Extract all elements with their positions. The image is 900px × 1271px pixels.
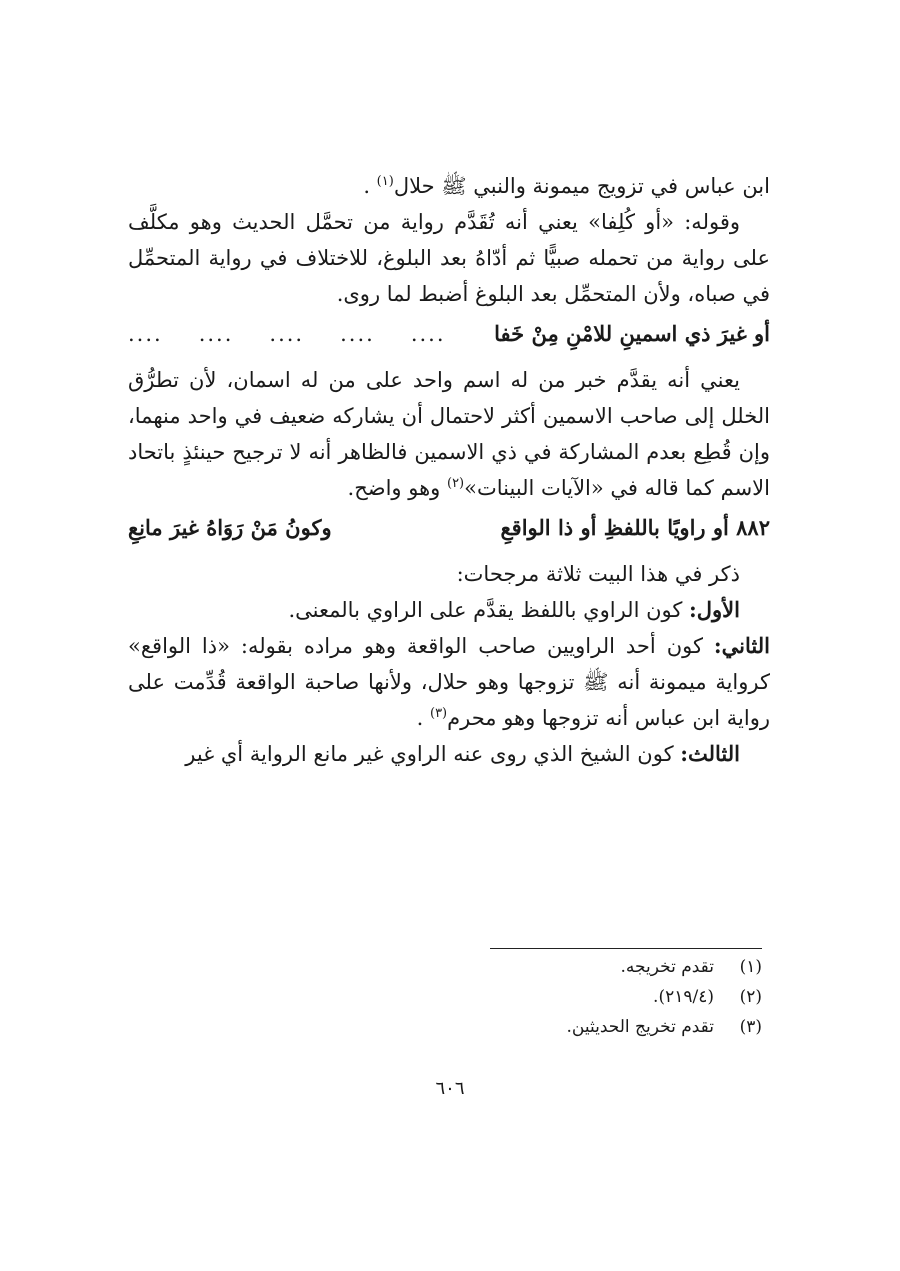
footnote-1-number: (١) (739, 957, 762, 977)
footnote-2 (122, 982, 762, 1012)
verse-line-1 (128, 316, 770, 352)
verse-1-dots (128, 316, 446, 352)
footnote-divider (490, 948, 762, 949)
verse-1-dots-2: .... (269, 322, 305, 346)
paragraph-6-text: كون أحد الراويين صاحب الواقعة وهو مراده بقوله: «ذا الواقع» كرواية ميمونة أنه ﷺ تزوجها وهو حلال، ولأنها صاحبة الواقعة قُدِّمت على رواية ابن عباس أنه تزوجها وهو محرم (128, 634, 770, 730)
footnote-2-text: (٢١٩/٤). (653, 987, 714, 1007)
verse-2-first (501, 510, 771, 546)
footnote-1-text: تقدم تخريجه. (620, 957, 714, 977)
paragraph-2-text: يعني أنه تُقَدَّم رواية من تحمَّل الحديث وهو مكلَّف على رواية من تحمله صبيًّا ثم أدّاهُ بعد البلوغ، للاختلاف في رواية المتحمِّل في صباه، ولأن المتحمِّل بعد البلوغ أضبط لما روى. (128, 210, 770, 306)
verse-2-hemistich-a: أو راويًا باللفظِ أو ذا الواقعِ (500, 515, 729, 540)
paragraph-6-end: . (416, 706, 430, 730)
paragraph-5 (128, 592, 770, 628)
footnote-ref-2[interactable]: (٢) (446, 476, 465, 491)
paragraph-1 (128, 168, 770, 204)
paragraph-1-text: ابن عباس في تزويج ميمونة والنبي ﷺ حلال (393, 174, 770, 198)
paragraph-6-lead: الثاني: (713, 633, 770, 658)
verse-2-hemistich-b: وكونُ مَنْ رَوَاهُ غيرَ مانِعِ (128, 515, 332, 540)
page-number: ٦٠٦ (435, 1078, 465, 1099)
page-body (128, 168, 770, 772)
paragraph-3-end: وهو واضح. (347, 476, 447, 500)
verse-1-dots-1: .... (340, 322, 375, 346)
paragraph-7-lead: الثالث: (680, 741, 740, 766)
verse-1-text: أو غيرَ ذي اسمينِ للامْنِ مِنْ خَفا (494, 321, 770, 346)
footnote-2-number: (٢) (739, 987, 762, 1007)
paragraph-5-lead: الأول: (689, 597, 740, 622)
paragraph-3 (128, 362, 770, 506)
footnote-3-text: تقدم تخريج الحديثين. (566, 1017, 714, 1037)
footnote-ref-1[interactable]: (١) (376, 174, 394, 189)
paragraph-4 (128, 556, 770, 592)
paragraph-2 (128, 204, 770, 312)
paragraph-7-text: كون الشيخ الذي روى عنه الراوي غير مانع الرواية أي غير (185, 742, 681, 766)
verse-line-2 (128, 510, 770, 546)
paragraph-1-end: . (363, 174, 377, 198)
verse-1-dots-0: .... (410, 322, 446, 346)
footnote-1 (122, 952, 762, 982)
footnote-ref-3[interactable]: (٣) (429, 706, 448, 721)
paragraph-6 (128, 628, 770, 736)
verse-1-dots-4: .... (128, 322, 163, 346)
footnote-3-number: (٣) (739, 1017, 762, 1037)
paragraph-5-text: كون الراوي باللفظ يقدَّم على الراوي بالمعنى. (288, 598, 690, 622)
verse-1-dots-3: .... (198, 322, 234, 346)
footnotes (122, 952, 762, 1042)
paragraph-3-text: يعني أنه يقدَّم خبر من له اسم واحد على من له اسمان، لأن تطرُّق الخلل إلى صاحب الاسمين أكثر لاحتمال أن يشاركه ضعيف في واحد منهما، وإن قُطِع بعدم المشاركة في ذي الاسمين فالظاهر أنه لا ترجيح حينئذٍ باتحاد الاسم كما قاله في «الآيات البينات» (128, 368, 770, 500)
footnote-3 (122, 1012, 762, 1042)
paragraph-4-text: ذكر في هذا البيت ثلاثة مرجحات: (456, 562, 740, 586)
paragraph-7 (128, 736, 770, 772)
paragraph-2-lead: وقوله: «أو كُلِفا» (588, 210, 740, 234)
verse-number: ٨٨٢ (736, 515, 770, 540)
